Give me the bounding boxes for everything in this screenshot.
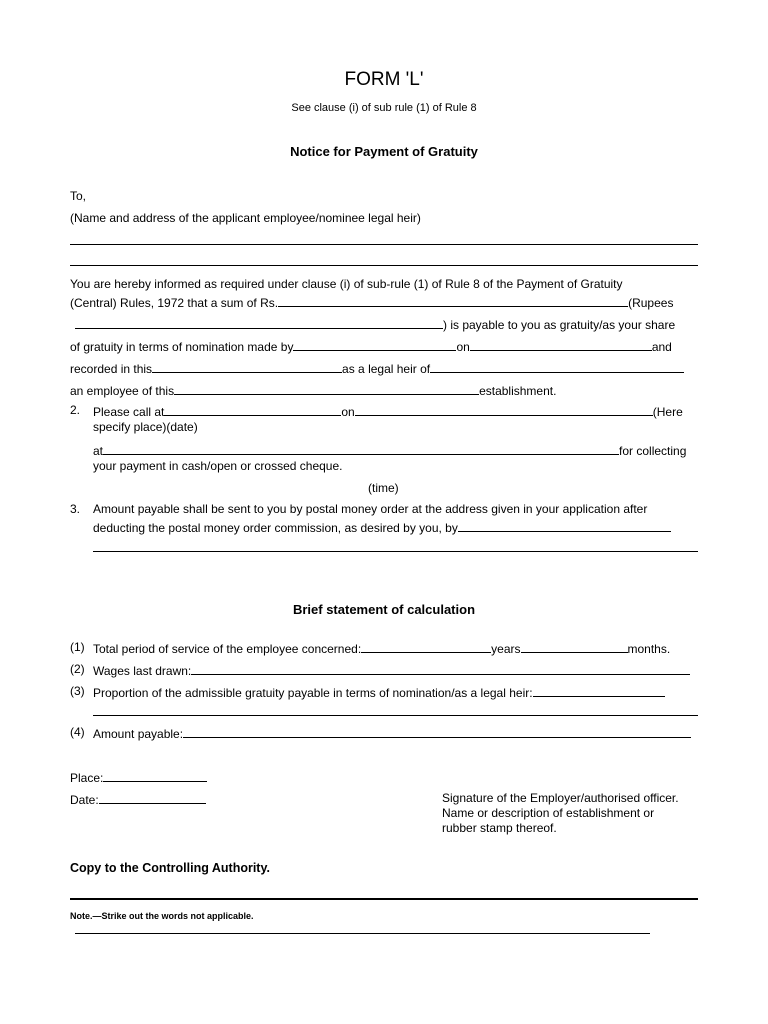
desired-by-field[interactable] (458, 519, 671, 532)
employee-label: an employee of this (70, 384, 175, 398)
calc-item-1 (93, 640, 670, 656)
nomination-and-label: and (651, 340, 672, 354)
specify-label: specify place)(date) (93, 420, 198, 434)
intro-line-2-start: (Central) Rules, 1972 that a sum of Rs. (70, 296, 279, 310)
address-line-2[interactable] (70, 265, 698, 266)
item-2-number: 2. (70, 403, 81, 417)
note-line (75, 933, 650, 934)
nomination-by-field[interactable] (293, 338, 456, 351)
item-3-line-2-text: deducting the postal money order commission, as desired by you, by (93, 521, 458, 535)
service-period-label: Total period of service of the employee concerned: (93, 642, 362, 656)
nomination-date-field[interactable] (470, 338, 652, 351)
intro-line-1: You are hereby informed as required under clause (i) of sub-rule (1) of Rule 8 of the Payment of Gratuity (70, 277, 623, 291)
rupees-label: (Rupees (628, 296, 674, 310)
proportion-extra-line[interactable] (93, 715, 698, 716)
calc-heading: Brief statement of calculation (292, 602, 476, 617)
notice-heading: Notice for Payment of Gratuity (290, 144, 478, 159)
call-place-field[interactable] (164, 403, 341, 416)
establishment-name-field[interactable] (174, 382, 479, 395)
amount-payable-label: Amount payable: (93, 727, 184, 741)
address-line-1[interactable] (70, 244, 698, 245)
employee-line (70, 382, 556, 398)
at-label: at (93, 444, 104, 458)
footer-divider (70, 898, 698, 900)
proportion-field[interactable] (533, 684, 665, 697)
copy-to-authority: Copy to the Controlling Authority. (70, 861, 270, 875)
wages-label: Wages last drawn: (93, 664, 192, 678)
date-field[interactable] (99, 791, 206, 804)
signature-line-3: rubber stamp thereof. (442, 821, 557, 835)
nomination-label: of gratuity in terms of nomination made by (70, 340, 294, 354)
call-date-field[interactable] (355, 403, 653, 416)
for-collecting-label: for collecting (619, 444, 687, 458)
form-subtitle: See clause (i) of sub rule (1) of Rule 8 (291, 102, 477, 114)
months-field[interactable] (521, 640, 628, 653)
legal-heir-label: as a legal heir of (342, 362, 431, 376)
call-on-label: on (341, 405, 355, 419)
years-field[interactable] (361, 640, 491, 653)
calc-item-3-number: (3) (70, 684, 85, 698)
nomination-on-label: on (456, 340, 470, 354)
date-label: Date: (70, 793, 99, 807)
intro-line-2 (70, 294, 673, 310)
item-3-extra-line[interactable] (93, 551, 698, 552)
years-label: years (491, 642, 521, 656)
legal-heir-of-field[interactable] (430, 360, 684, 373)
intro-line-3-end: ) is payable to you as gratuity/as your share (443, 318, 676, 332)
call-time-field[interactable] (103, 442, 619, 455)
calc-item-1-number: (1) (70, 640, 85, 654)
time-label: (time) (368, 481, 399, 495)
proportion-label: Proportion of the admissible gratuity payable in terms of nomination/as a legal heir: (93, 686, 533, 700)
to-label: To, (70, 189, 87, 203)
calc-item-4 (93, 725, 691, 741)
place-label: Place: (70, 771, 104, 785)
item-3-number: 3. (70, 502, 81, 516)
place-field[interactable] (103, 769, 207, 782)
recorded-line (70, 360, 684, 376)
note-text: Note.—Strike out the words not applicable. (70, 911, 254, 921)
place-row (70, 769, 207, 785)
calc-item-4-number: (4) (70, 725, 85, 739)
signature-line-2: Name or description of establishment or (442, 806, 655, 820)
signature-line-1: Signature of the Employer/authorised officer. (442, 791, 679, 805)
amount-payable-field[interactable] (183, 725, 691, 738)
item-2-line-1 (93, 403, 683, 419)
here-label: (Here (652, 405, 683, 419)
calc-item-2-number: (2) (70, 662, 85, 676)
payment-label: your payment in cash/open or crossed cheque. (93, 459, 343, 473)
intro-line-3 (75, 316, 675, 332)
form-title: FORM 'L' (344, 69, 424, 90)
rupees-words-field[interactable] (75, 316, 443, 329)
please-call-label: Please call at (93, 405, 165, 419)
nomination-line (70, 338, 672, 354)
months-label: months. (627, 642, 671, 656)
item-3-line-1: Amount payable shall be sent to you by postal money order at the address given in your application after (93, 502, 648, 516)
recorded-label: recorded in this (70, 362, 153, 376)
name-address-label: (Name and address of the applicant employee/nominee legal heir) (70, 211, 421, 225)
establishment-label: establishment. (479, 384, 557, 398)
calc-item-2 (93, 662, 690, 678)
wages-field[interactable] (191, 662, 690, 675)
date-row (70, 791, 206, 807)
rs-amount-field[interactable] (278, 294, 628, 307)
recorded-in-field[interactable] (152, 360, 342, 373)
item-2-line-3 (93, 442, 686, 458)
calc-item-3 (93, 684, 665, 700)
item-3-line-2 (93, 519, 671, 535)
